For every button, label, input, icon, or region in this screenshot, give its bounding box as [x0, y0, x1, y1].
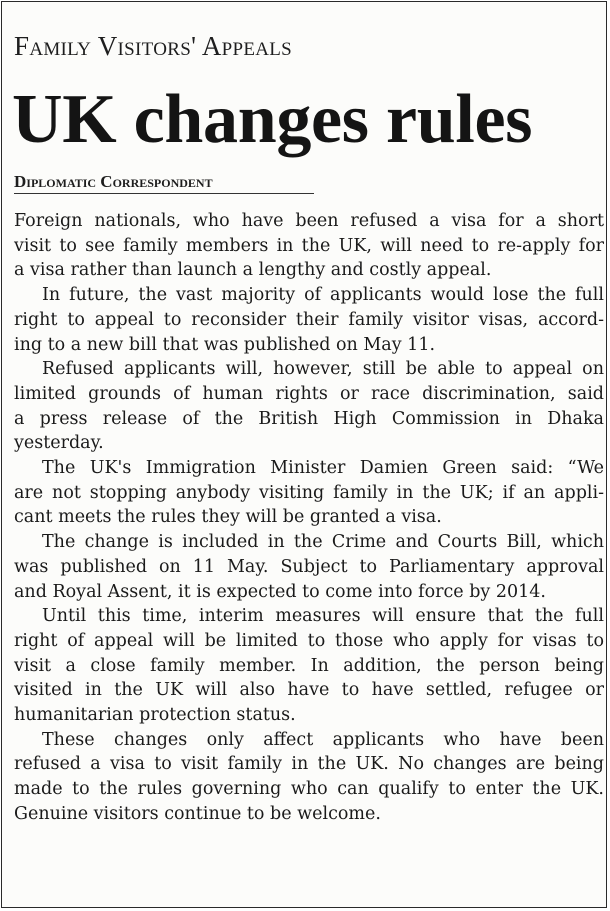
article-line: humanitarian protection status. — [14, 705, 296, 726]
article-line: are not stopping anybody visiting family in the UK; if an appli- — [14, 482, 604, 503]
article-line: right to appeal to reconsider their family visitor visas, accord- — [14, 309, 604, 330]
article-line: These changes only affect applicants who have been — [42, 729, 604, 750]
article-paragraph — [14, 283, 604, 357]
article-line: yesterday. — [14, 433, 104, 454]
article-line: limited grounds of human rights or race discrimination, said — [14, 383, 604, 404]
article-line: visited in the UK will also have to have settled, refugee or — [14, 680, 604, 701]
article-kicker: Family Visitors' Appeals — [14, 31, 293, 61]
article-line: and Royal Assent, it is expected to come into force by 2014. — [14, 581, 546, 602]
article-headline: UK changes rules — [12, 81, 533, 158]
article-line: visit a close family member. In addition, the person being — [14, 655, 604, 676]
article-line: ing to a new bill that was published on May 11. — [14, 334, 436, 355]
article-paragraph — [14, 357, 604, 456]
article-line: made to the rules governing who can qualify to enter the UK. — [14, 779, 604, 800]
article-line: refused a visa to visit family in the UK. No changes are being — [14, 754, 604, 775]
article-paragraph — [14, 604, 604, 728]
byline-divider — [14, 193, 314, 194]
article-line: Foreign nationals, who have been refused a visa for a short — [14, 211, 604, 231]
article-paragraph — [14, 209, 604, 283]
article-line: visit to see family members in the UK, will need to re-apply for — [14, 235, 604, 256]
article-paragraph — [14, 456, 604, 530]
article-body — [14, 209, 604, 827]
article-byline: Diplomatic Correspondent — [14, 172, 213, 191]
article-line: Until this time, interim measures will ensure that the full — [42, 606, 604, 627]
article-line: a press release of the British High Commission in Dhaka — [14, 408, 604, 429]
article-line: cant meets the rules they will be granted a visa. — [14, 507, 442, 528]
article-line: was published on 11 May. Subject to Parliamentary approval — [14, 556, 604, 577]
article-line: The UK's Immigration Minister Damien Green said: “We — [42, 458, 604, 479]
article-line: right of appeal will be limited to those who apply for visas to — [14, 630, 604, 651]
article-clipping — [1, 1, 607, 908]
article-line: a visa rather than launch a lengthy and costly appeal. — [14, 260, 492, 281]
article-paragraph — [14, 530, 604, 604]
article-line: Refused applicants will, however, still be able to appeal on — [42, 359, 604, 380]
article-paragraph — [14, 728, 604, 827]
article-line: The change is included in the Crime and Courts Bill, which — [42, 532, 604, 553]
article-line: Genuine visitors continue to be welcome. — [14, 803, 381, 824]
article-line: In future, the vast majority of applicants would lose the full — [42, 285, 604, 306]
